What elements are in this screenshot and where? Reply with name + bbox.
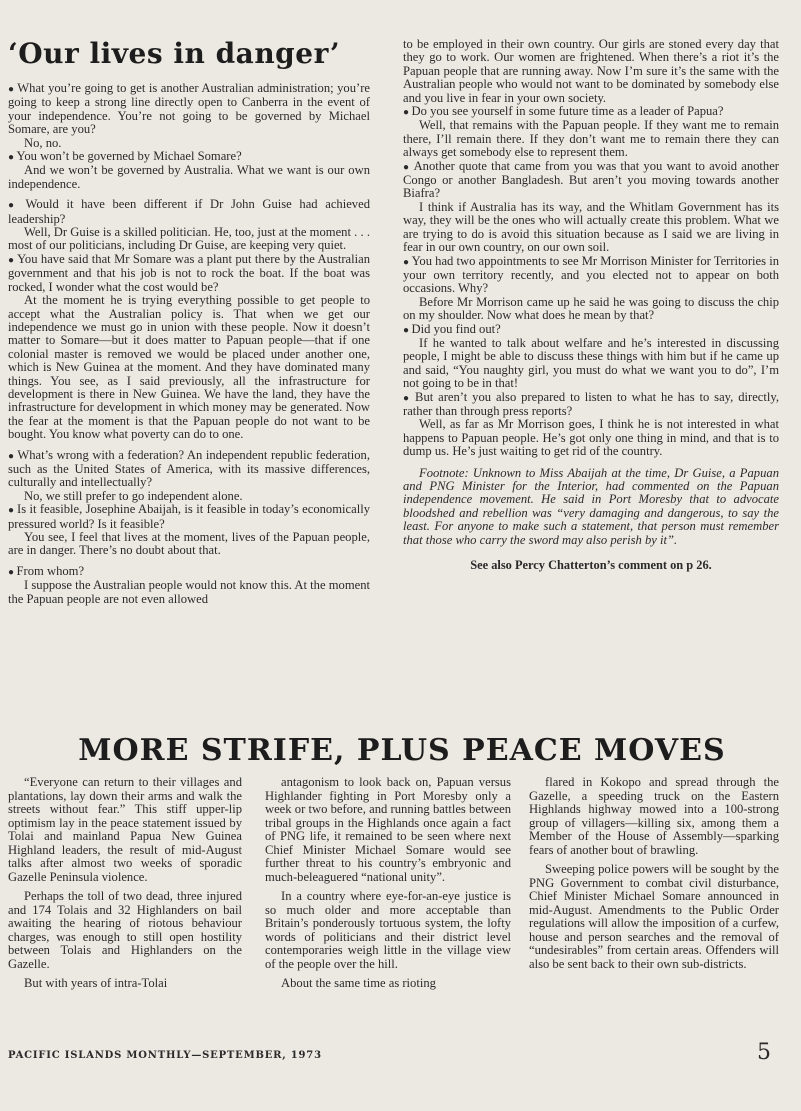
article1-left-column xyxy=(8,34,370,606)
article-paragraph: Sweeping police powers will be sought by the PNG Government to combat civil disturbance, Chief Minister Michael Somare announced in mid-August. Amendments to the Public Order regulations will allow the imposition of a curfew, house and person searches and the removal of “undesirables” from certain areas. Offenders will also be sent back to their own sub-districts. xyxy=(529,862,779,971)
article-paragraph: In a country where eye-for-an-eye justice is so much older and more acceptable than Britain’s ponderously tortuous system, the lofty words of politicians and their district level contemporaries weigh little in the village view of the people over the hill. xyxy=(265,889,511,971)
interview-answer: Well, as far as Mr Morrison goes, I think he is not interested in what happens to Papuan people. He’s got only one thing in mind, and that is to dump us. He’s just waiting to get rid of the country. xyxy=(403,417,779,459)
interview-answer: I think if Australia has its way, and the Whitlam Government has its way, they will be the ones who will actually create this problem. What we are trying to do is avoid this situation because as I said we are living in fear in our own country, on our own soil. xyxy=(403,199,779,255)
article-paragraph: Perhaps the toll of two dead, three injured and 174 Tolais and 32 Highlanders on bail awaiting the hearing of riotous behaviour charges, was enough to still open hostility between Tolais and Highlanders on the Gazelle. xyxy=(8,889,242,971)
continued-text: to be employed in their own country. Our girls are stoned every day that they go to work. Our women are frightened. When there’s a riot it’s the Papuan people that are running away. Now I’m sure it’s the same with the Australian people who would not want to be dominated by somebody else and you live in fear in your own society. xyxy=(403,37,779,105)
interview-answer: If he wanted to talk about welfare and he’s interested in discussing people, I might be able to discuss these things with him but if he came up and said, “You naughty girl, you must do what we want you to do”, I’m not going to be in that! xyxy=(403,335,779,391)
interview-answer: Well, Dr Guise is a skilled politician. He, too, just at the moment . . . most of our politicians, including Dr Guise, are keeping very quiet. xyxy=(8,225,370,253)
interview-answer: At the moment he is trying everything possible to get people to accept what the Australian policy is. That when we get our independence we must go in union with these people. Now it doesn’t matter to Somare—but it does matter to Papuan people—that if one colonial master is removed we would be placed under another one, which is New Guinea at the moment. And they have dominated many things. You see, as I said previously, all the infrastructure for development is there in New Guinea. We have the land, they have the infrastructure for development in which money may be generated. Now the fear at the moment is that the Papuan people do not want to be bought. You know what poverty can do to one. xyxy=(8,293,370,442)
interview-question: ● From whom? xyxy=(8,565,370,579)
interview-answer: Before Mr Morrison came up he said he was going to discuss the chip on my shoulder. Now what does he mean by that? xyxy=(403,294,779,323)
interview-answer: And we won’t be governed by Australia. What we want is our own independence. xyxy=(8,163,370,191)
page-number: 5 xyxy=(757,1040,771,1065)
interview-question: ● Would it have been different if Dr John Guise had achieved leadership? xyxy=(8,198,370,226)
interview-question: ● What’s wrong with a federation? An independent republic federation, such as the United States of America, with its massive differences, culturally and intellectually? xyxy=(8,449,370,490)
article1-left-text xyxy=(8,82,370,606)
article-paragraph: flared in Kokopo and spread through the Gazelle, a speeding truck on the Eastern Highlands highway mowed into a 100-strong group of villagers—killing six, among them a Member of the House of Assembly—sparking fears of another bout of brawling. xyxy=(529,775,779,857)
article1-right-column xyxy=(403,38,779,572)
interview-question: ● You had two appointments to see Mr Morrison Minister for Territories in your own territory recently, and you elected not to appear on both occasions. Why? xyxy=(403,255,779,296)
article1-right-text xyxy=(403,38,779,459)
article2-column-1 xyxy=(8,776,242,991)
interview-answer: I suppose the Australian people would not know this. At the moment the Papuan people are not even allowed xyxy=(8,578,370,606)
article-paragraph: But with years of intra-Tolai xyxy=(24,976,168,990)
interview-question: ● Another quote that came from you was that you want to avoid another Congo or another Bangladesh. But aren’t you moving towards another Biafra? xyxy=(403,160,779,201)
see-also-note: See also Percy Chatterton’s comment on p 26. xyxy=(470,558,712,573)
interview-question: ● Did you find out? xyxy=(403,323,779,337)
interview-question: ● You won’t be governed by Michael Somare? xyxy=(8,150,370,164)
interview-question: ● What you’re going to get is another Australian administration; you’re going to keep a strong line directly open to Canberra in the event of your independence. You’re not going to be governed by Michael Somare, are you? xyxy=(8,82,370,137)
interview-answer: Well, that remains with the Papuan people. If they want me to remain there, I’ll remain there. If they don’t want me to remain there they can always get somebody else to represent them. xyxy=(403,118,779,160)
article2-headline: MORE STRIFE, PLUS PEACE MOVES xyxy=(78,733,726,768)
interview-answer: No, no. xyxy=(24,135,62,150)
interview-answer: You see, I feel that lives at the moment, lives of the Papuan people, are in danger. There’s no doubt about that. xyxy=(8,530,370,558)
article-paragraph: About the same time as rioting xyxy=(281,976,436,990)
article1-headline: ‘Our lives in danger’ xyxy=(8,37,341,70)
article2-column-3 xyxy=(529,776,779,971)
interview-question: ● Is it feasible, Josephine Abaijah, is it feasible in today’s economically pressured world? Is it feasible? xyxy=(8,503,370,531)
interview-question: ● But aren’t you also prepared to listen to what he has to say, directly, rather than through press reports? xyxy=(403,391,779,419)
article-our-lives-in-danger xyxy=(8,34,795,740)
article-more-strife xyxy=(8,776,795,1042)
interview-question: ● You have said that Mr Somare was a plant put there by the Australian government and that his job is not to rock the boat. If the boat was rocked, I wonder what the cost would be? xyxy=(8,253,370,294)
publication-footer: PACIFIC ISLANDS MONTHLY—SEPTEMBER, 1973 xyxy=(8,1050,322,1061)
article2-column-2 xyxy=(265,776,511,991)
article1-footnote: Footnote: Unknown to Miss Abaijah at the time, Dr Guise, a Papuan and PNG Minister for the Interior, had commented on the Papuan independence movement. He said in Port Moresby that to advocate bloodshed and rebellion was “very damaging and dangerous, to say the least. For anyone to make such a statement, that person must remember that those who carry the sword may also perish by it”. xyxy=(403,465,779,547)
interview-question: ● Do you see yourself in some future time as a leader of Papua? xyxy=(403,105,779,119)
article-paragraph: “Everyone can return to their villages and plantations, lay down their arms and walk the streets without fear.” This stiff upper-lip optimism lay in the peace statement issued by Tolai and mainland Papua New Guinea Highland leaders, the result of mid-August talks after almost two weeks of sporadic Gazelle Peninsula violence. xyxy=(8,775,242,884)
article-paragraph: antagonism to look back on, Papuan versus Highlander fighting in Port Moresby only a week or two before, and running battles between tribal groups in the Highlands once again a fact of PNG life, it remained to be seen where next Chief Minister Michael Somare would see further threat to his country’s embryonic and much-beleaguered “national unity”. xyxy=(265,775,511,884)
interview-answer: No, we still prefer to go independent alone. xyxy=(24,488,243,503)
